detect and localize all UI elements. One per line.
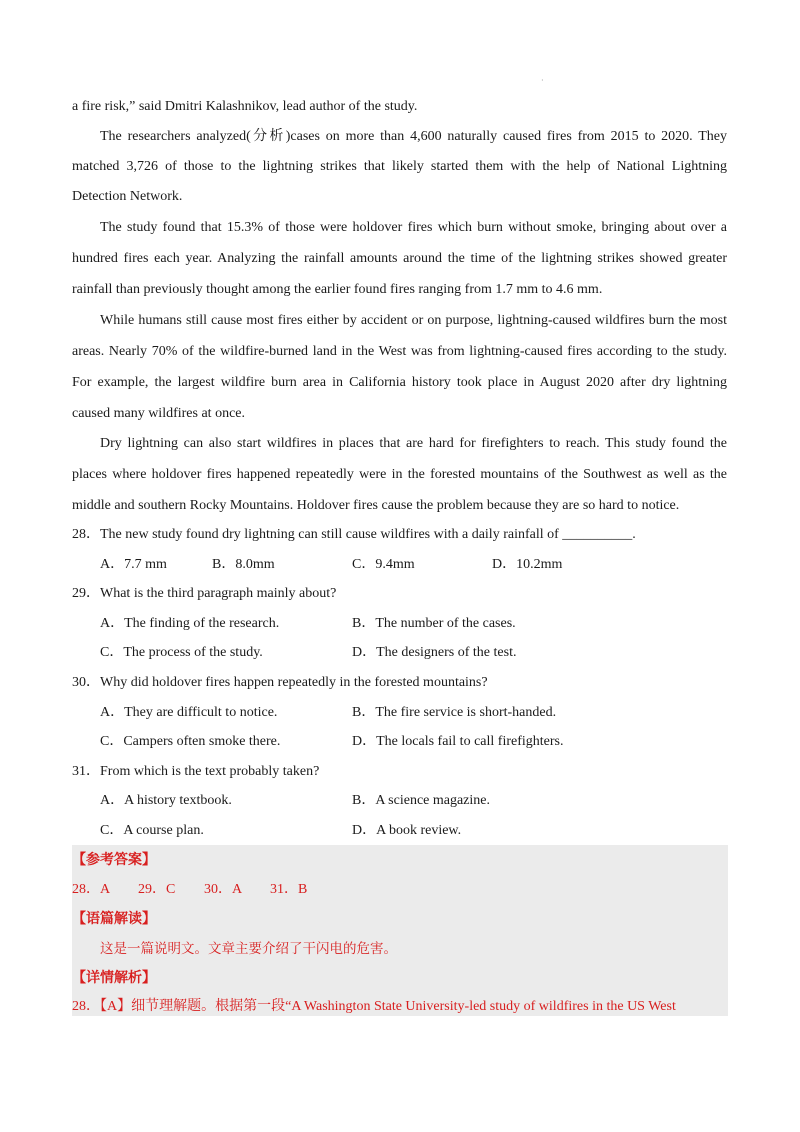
answer-item: 28．A xyxy=(72,882,111,897)
reading-text: 这是一篇说明文。文章主要介绍了干闪电的危害。 xyxy=(100,941,397,957)
passage-line: middle and southern Rocky Mountains. Holdover fires cause the problem because they are so hard to notice. xyxy=(72,498,680,513)
option-31-a[interactable]: A．A history textbook. xyxy=(100,793,232,808)
passage-line: The researchers analyzed(分析)cases on more than 4,600 naturally caused fires from 2015 to 2020. They xyxy=(100,129,727,144)
option-28-b[interactable]: B．8.0mm xyxy=(212,557,275,572)
passage-line: The study found that 15.3% of those were holdover fires which burn without smoke, bringing about over a xyxy=(100,220,727,235)
passage-line: matched 3,726 of those to the lightning strikes that likely started them with the help of National Lightning xyxy=(72,159,727,174)
reading-heading: 【语篇解读】 xyxy=(72,911,156,927)
question-stem-29: 29．What is the third paragraph mainly about? xyxy=(72,586,337,601)
passage-line: Dry lightning can also start wildfires in places that are hard for firefighters to reach. This study found the xyxy=(100,436,727,451)
passage-line: For example, the largest wildfire burn area in California history took place in August 2020 after dry lightning xyxy=(72,375,727,390)
passage-line: Detection Network. xyxy=(72,189,183,204)
option-31-c[interactable]: C．A course plan. xyxy=(100,823,204,838)
question-stem-30: 30．Why did holdover fires happen repeatedly in the forested mountains? xyxy=(72,675,488,690)
passage-line: places where holdover fires happened repeatedly were in the forested mountains of the Southwest as well as the xyxy=(72,467,727,482)
answer-item: 30．A xyxy=(204,882,243,897)
passage-line: While humans still cause most fires either by accident or on purpose, lightning-caused wildfires burn the most xyxy=(100,313,727,328)
option-30-b[interactable]: B．The fire service is short-handed. xyxy=(352,705,557,720)
option-30-c[interactable]: C．Campers often smoke there. xyxy=(100,734,281,749)
answer-heading: 【参考答案】 xyxy=(72,852,156,868)
question-stem-31: 31．From which is the text probably taken? xyxy=(72,764,320,779)
passage-line: a fire risk,” said Dmitri Kalashnikov, lead author of the study. xyxy=(72,99,418,114)
option-28-c[interactable]: C．9.4mm xyxy=(352,557,415,572)
option-30-d[interactable]: D．The locals fail to call firefighters. xyxy=(352,734,564,749)
option-29-d[interactable]: D．The designers of the test. xyxy=(352,645,517,660)
passage-line: caused many wildfires at once. xyxy=(72,406,245,421)
option-31-b[interactable]: B．A science magazine. xyxy=(352,793,491,808)
option-28-a[interactable]: A．7.7 mm xyxy=(100,557,167,572)
option-29-b[interactable]: B．The number of the cases. xyxy=(352,616,516,631)
answer-item: 31．B xyxy=(270,882,308,897)
option-29-c[interactable]: C．The process of the study. xyxy=(100,645,263,660)
answer-section xyxy=(72,845,728,1016)
detail-heading: 【详情解析】 xyxy=(72,970,156,986)
header-dot: · xyxy=(541,76,544,85)
answer-item: 29．C xyxy=(138,882,176,897)
option-29-a[interactable]: A．The finding of the research. xyxy=(100,616,280,631)
detail-text: 28．【A】细节理解题。根据第一段“A Washington State University-led study of wildfires in the US West xyxy=(72,999,676,1014)
question-stem-28: 28．The new study found dry lightning can still cause wildfires with a daily rainfall of __________. xyxy=(72,527,636,542)
option-30-a[interactable]: A．They are difficult to notice. xyxy=(100,705,278,720)
passage-line: hundred fires each year. Analyzing the rainfall amounts around the time of the lightning strikes showed greater xyxy=(72,251,727,266)
passage-line: areas. Nearly 70% of the wildfire-burned land in the West was from lightning-caused fires according to the study. xyxy=(72,344,727,359)
passage-line: rainfall than previously thought among the earlier found fires ranging from 1.7 mm to 4.6 mm. xyxy=(72,282,603,297)
option-28-d[interactable]: D．10.2mm xyxy=(492,557,563,572)
option-31-d[interactable]: D．A book review. xyxy=(352,823,462,838)
